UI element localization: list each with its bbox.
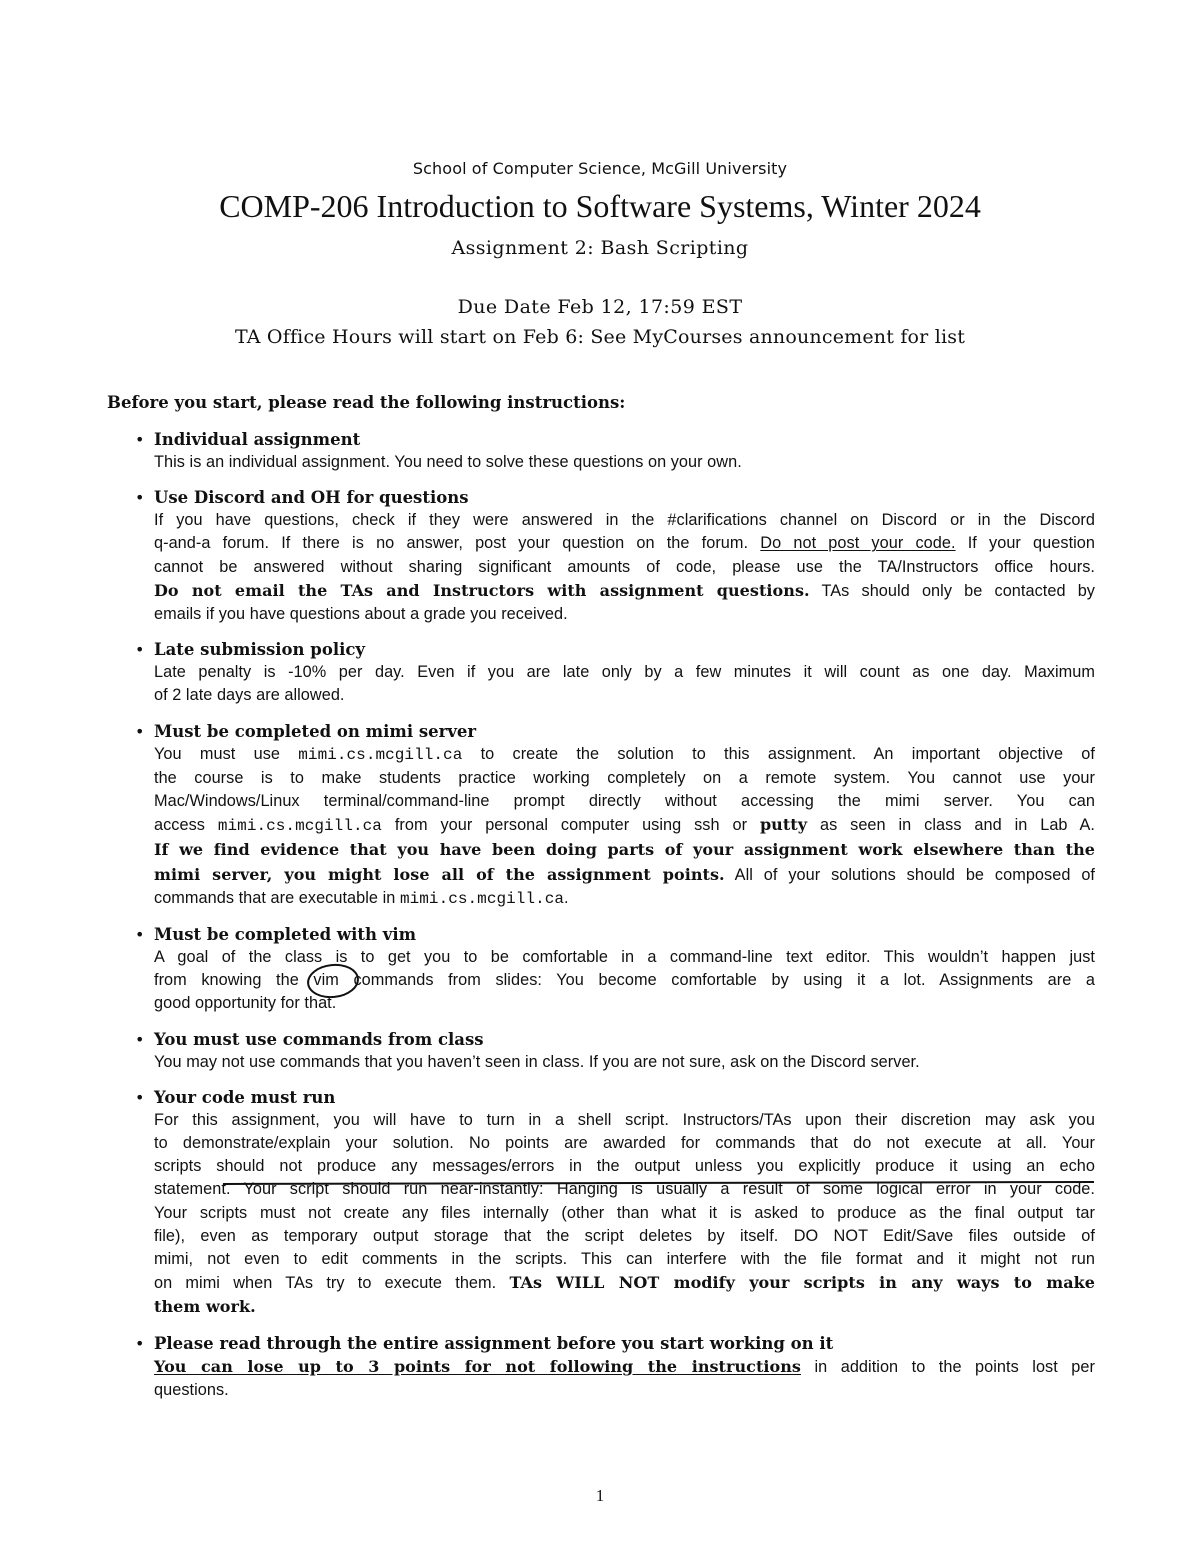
- item-title: Your code must run: [154, 1087, 336, 1107]
- body-line: Late penalty is -10% per day. Even if you are late only by a few minutes it will count as one day. Maximum: [154, 663, 1095, 682]
- body-line: [154, 1295, 1095, 1319]
- text-run: from your personal computer using ssh or: [394, 816, 748, 835]
- body-line: to demonstrate/explain your solution. No points are awarded for commands that do not execute at all. Your: [154, 1134, 1095, 1153]
- item-body: [154, 743, 1095, 911]
- bold-text: them work.: [154, 1297, 256, 1317]
- body-line: [154, 532, 1095, 555]
- list-item: [133, 428, 1095, 474]
- body-line: You may not use commands that you haven’t seen in class. If you are not sure, ask on the Discord server.: [154, 1052, 920, 1071]
- text-run: You must use: [154, 744, 281, 763]
- body-line: emails if you have questions about a grade you received.: [154, 605, 568, 624]
- server-address: mimi.cs.mcgill.ca: [298, 745, 463, 764]
- server-address: mimi.cs.mcgill.ca: [399, 889, 565, 908]
- text-run: to create the solution to this assignment. An important objective of: [480, 744, 1095, 763]
- item-body: [154, 1051, 1095, 1074]
- text-run: commands that are executable in: [154, 888, 396, 907]
- body-line: [154, 863, 1095, 887]
- bullet-icon: •: [135, 1029, 145, 1049]
- due-date: Due Date Feb 12, 17:59 EST: [457, 296, 743, 318]
- body-line: the course is to make students practice working completely on a remote system. You cannot use your: [154, 768, 1095, 787]
- text-run: .: [564, 888, 569, 907]
- course-title: COMP-206 Introduction to Software Systems, Winter 2024: [219, 188, 981, 224]
- body-line: Mac/Windows/Linux terminal/command-line prompt directly without accessing the mimi server. You can: [154, 792, 1095, 811]
- item-body: [154, 946, 1095, 1016]
- bullet-icon: •: [135, 1333, 145, 1353]
- bold-text: putty: [759, 815, 808, 835]
- body-line: statement. Your script should run near-instantly: Hanging is usually a result of some logical error in your code.: [154, 1180, 1095, 1199]
- item-title: Late submission policy: [154, 640, 366, 660]
- school-name: School of Computer Science, McGill University: [412, 159, 788, 178]
- circled-word: vim: [313, 969, 338, 992]
- body-line: [154, 887, 1095, 911]
- bullet-icon: •: [135, 430, 145, 449]
- list-item: [133, 638, 1095, 707]
- item-title: You must use commands from class: [154, 1029, 484, 1049]
- body-line: good opportunity for that.: [154, 994, 337, 1013]
- list-item: [133, 1086, 1095, 1320]
- underlined-text: Do not post your code.: [760, 534, 956, 553]
- item-body: [154, 1109, 1095, 1320]
- body-line: Your scripts must not create any files internally (other than what it is asked to produce as the final output tar: [154, 1203, 1095, 1222]
- text-run: TAs should only be contacted by: [821, 581, 1095, 600]
- bullet-icon: •: [135, 640, 145, 660]
- bullet-icon: •: [135, 488, 145, 508]
- assignment-title: Assignment 2: Bash Scripting: [451, 237, 749, 259]
- bold-text: mimi server, you might lose all of the assignment points.: [154, 864, 725, 884]
- server-address: mimi.cs.mcgill.ca: [217, 817, 382, 836]
- body-line: [154, 579, 1095, 603]
- text-run: q-and-a forum. If there is no answer, post your question on the forum.: [154, 534, 749, 553]
- instructions-intro: Before you start, please read the following instructions:: [107, 393, 626, 412]
- bold-text: TAs WILL NOT modify your scripts in any ways to make: [509, 1273, 1095, 1293]
- item-body: [154, 661, 1095, 707]
- text-run: in addition to the points lost per: [814, 1357, 1095, 1376]
- page-number: 1: [595, 1486, 605, 1505]
- item-body: [154, 451, 1095, 474]
- text-run: on mimi when TAs try to execute them.: [154, 1274, 497, 1293]
- body-line: scripts should not produce any messages/errors in the output unless you explicitly produce it using an echo: [154, 1157, 1095, 1176]
- body-line: [154, 838, 1095, 862]
- text-run: from knowing the: [154, 971, 299, 990]
- bullet-icon: •: [135, 925, 145, 945]
- list-item: [133, 923, 1095, 1016]
- bullet-icon: •: [135, 1087, 145, 1107]
- item-title: Please read through the entire assignment before you start working on it: [154, 1333, 834, 1353]
- text-run: commands from slides: You become comfortable by using it a lot. Assignments are a: [353, 971, 1095, 990]
- body-line: If you have questions, check if they were answered in the #clarifications channel on Discord or in the Discord: [154, 511, 1095, 530]
- list-item: [133, 1028, 1095, 1074]
- bold-text: Do not email the TAs and Instructors with assignment questions.: [154, 580, 810, 600]
- list-item: [133, 486, 1095, 626]
- body-line: This is an individual assignment. You need to solve these questions on your own.: [154, 453, 742, 471]
- list-item: [133, 1332, 1095, 1402]
- body-line: [154, 743, 1095, 767]
- item-body: [154, 1355, 1095, 1402]
- bullet-icon: •: [135, 721, 145, 741]
- office-hours: TA Office Hours will start on Feb 6: See MyCourses announcement for list: [234, 326, 966, 348]
- item-body: [154, 509, 1095, 626]
- body-line: [154, 969, 1095, 992]
- item-title: Must be completed on mimi server: [154, 721, 477, 741]
- body-line: For this assignment, you will have to turn in a shell script. Instructors/TAs upon their discretion may ask you: [154, 1110, 1095, 1129]
- item-title: Individual assignment: [154, 430, 361, 449]
- body-line: mimi, not even to edit comments in the scripts. This can interfere with the file format and it might not run: [154, 1250, 1095, 1269]
- body-line: [154, 813, 1095, 838]
- item-title: Must be completed with vim: [154, 925, 417, 945]
- list-item: [133, 720, 1095, 911]
- body-line: A goal of the class is to get you to be comfortable in a command-line text editor. This wouldn’t happen just: [154, 948, 1095, 967]
- body-line: cannot be answered without sharing significant amounts of code, please use the TA/Instructors office hours.: [154, 557, 1095, 576]
- underlined-bold-text: You can lose up to 3 points for not following the instructions: [154, 1356, 801, 1376]
- body-line: [154, 1355, 1095, 1379]
- text-run: access: [154, 816, 205, 835]
- bold-text: If we find evidence that you have been doing parts of your assignment work elsewhere than the: [154, 840, 1095, 860]
- text-run: as seen in class and in Lab A.: [819, 816, 1095, 835]
- item-title: Use Discord and OH for questions: [154, 488, 469, 508]
- instructions-list: [133, 428, 1095, 1414]
- body-line: questions.: [154, 1380, 229, 1399]
- body-line: [154, 1271, 1095, 1295]
- body-line: of 2 late days are allowed.: [154, 686, 345, 705]
- text-run: If your question: [967, 534, 1096, 553]
- text-run: All of your solutions should be composed of: [734, 865, 1095, 884]
- body-line: file), even as temporary output storage that the script deletes by itself. DO NOT Edit/Save files outside of: [154, 1226, 1095, 1245]
